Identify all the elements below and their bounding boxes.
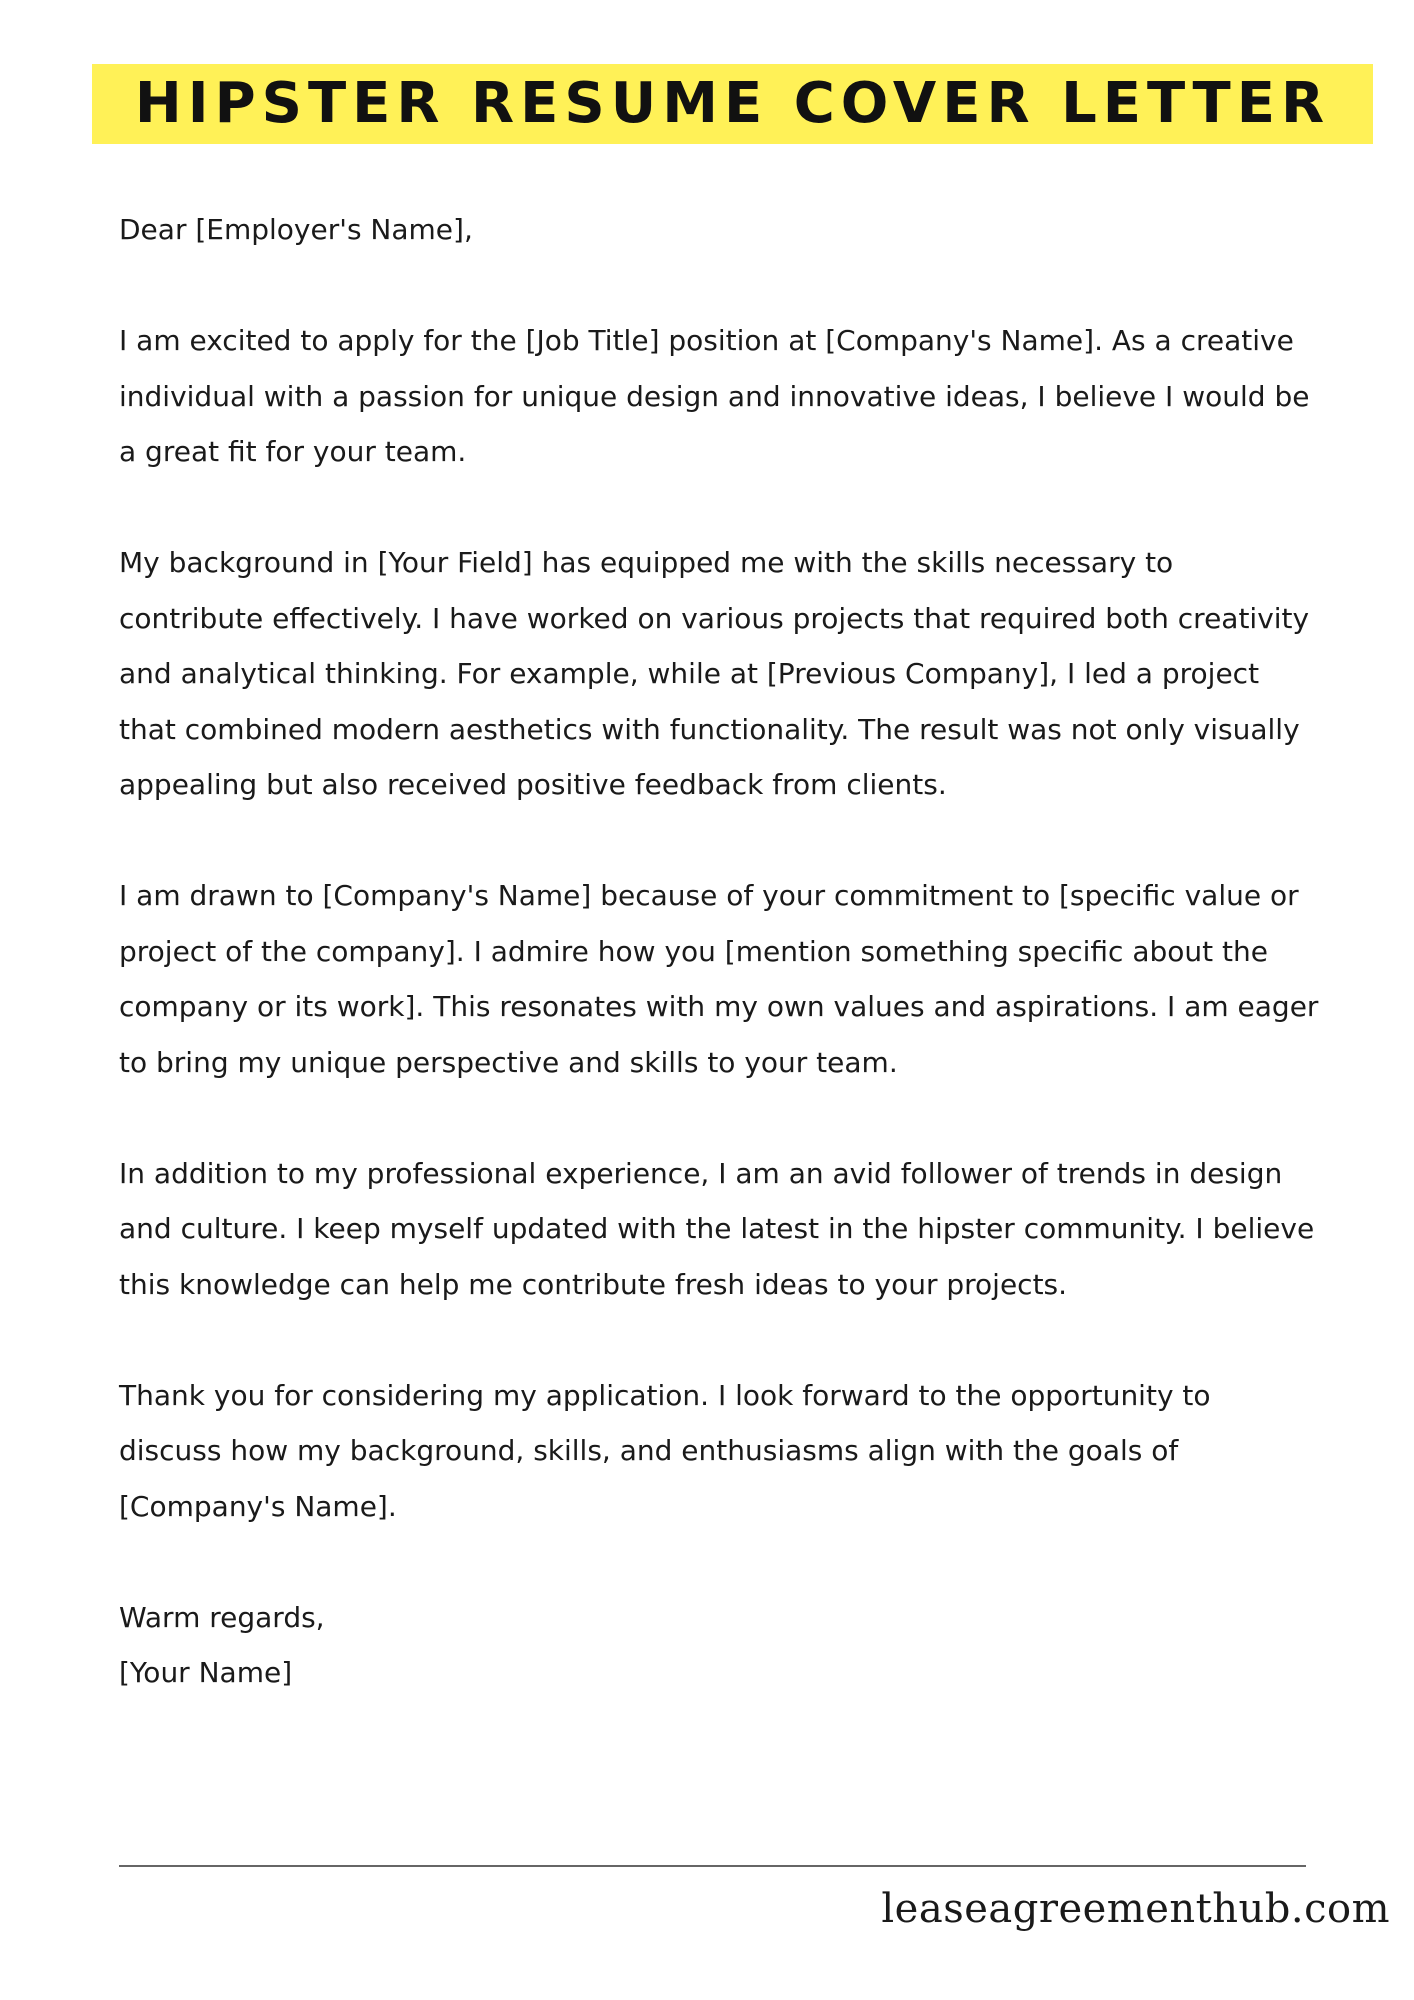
salutation: Dear [Employer's Name],	[119, 213, 473, 246]
website-watermark: leaseagreementhub.com	[881, 1886, 1390, 1932]
footer-divider	[119, 1865, 1306, 1867]
signature: [Your Name]	[119, 1656, 293, 1689]
paragraph-intro: I am excited to apply for the [Job Title] position at [Company's Name]. As a creative individual with a passion for unique design and innovative ideas, I believe I would be a great fit for your team.	[119, 324, 1310, 468]
letter-body	[119, 202, 1319, 1701]
page-title: HIPSTER RESUME COVER LETTER	[134, 71, 1331, 136]
paragraph-trends: In addition to my professional experience, I am an avid follower of trends in design and culture. I keep myself updated with the latest in the hipster community. I believe this knowledge can help me contribute fresh ideas to your projects.	[119, 1156, 1315, 1301]
paragraph-thanks: Thank you for considering my application. I look forward to the opportunity to discuss how my background, skills, and enthusiasms align with the goals of [Company's Name].	[119, 1378, 1211, 1523]
paragraph-company-interest: I am drawn to [Company's Name] because of your commitment to [specific value or project of the company]. I admire how you [mention something specific about the company or its work]. This resonates with my own values and aspirations. I am eager to bring my unique perspective and skills to your team.	[119, 879, 1319, 1079]
closing: Warm regards,	[119, 1600, 325, 1634]
paragraph-background: My background in [Your Field] has equipped me with the skills necessary to contribute effectively. I have worked on various projects that required both creativity and analytical thinking. For example, while at [Previous Company], I led a project that combined modern aesthetics with functionality. The result was not only visually appealing but also received positive feedback from clients.	[119, 546, 1310, 801]
